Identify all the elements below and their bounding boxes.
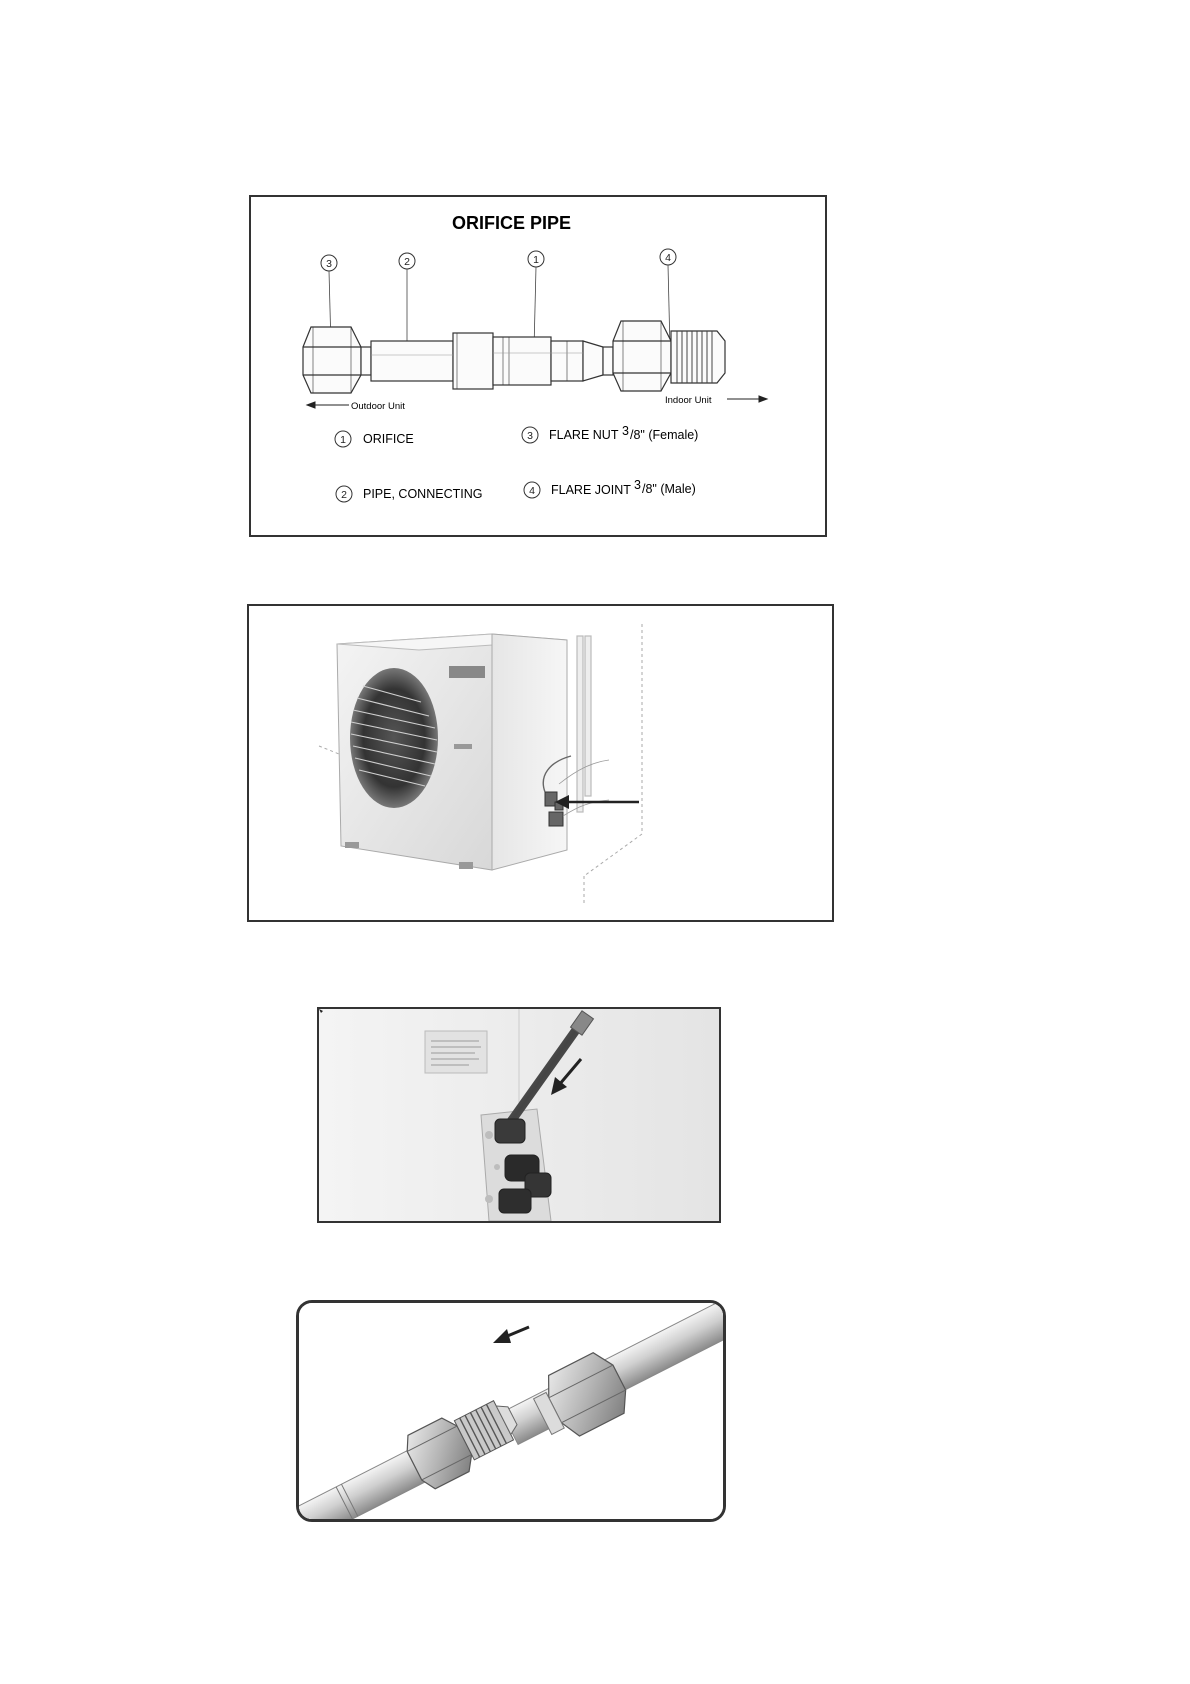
pipe-assembly [303, 321, 725, 393]
orifice-pipe-diagram [251, 197, 825, 535]
legend-flare-nut: FLARE NUT [549, 428, 619, 442]
indoor-unit-label: Indoor Unit [665, 395, 712, 406]
legend-orifice: ORIFICE [363, 432, 414, 446]
legend-flare-nut-size-num: 3 [622, 424, 629, 438]
outdoor-unit-label: Outdoor Unit [351, 401, 405, 412]
callout-1: 1 [533, 254, 539, 266]
service-valve-figure [317, 1007, 721, 1223]
legend-flare-joint: FLARE JOINT [551, 483, 631, 497]
outdoor-unit-illustration [249, 606, 832, 920]
legend-pipe-connecting: PIPE, CONNECTING [363, 487, 483, 501]
service-valve-illustration [319, 1009, 719, 1221]
pointer-arrow-icon [555, 795, 639, 809]
legend-num-2: 2 [341, 489, 347, 501]
figure-title: ORIFICE PIPE [452, 213, 572, 233]
legend-num-1: 1 [340, 434, 346, 446]
legend-num-4: 4 [529, 485, 535, 497]
legend-flare-nut-size: /8" (Female) [630, 428, 699, 442]
callout-3: 3 [326, 258, 332, 270]
flare-connection-illustration [299, 1303, 723, 1519]
outdoor-unit-figure [247, 604, 834, 922]
callout-2: 2 [404, 256, 410, 268]
callout-4: 4 [665, 252, 671, 264]
legend-flare-joint-size-num: 3 [634, 478, 641, 492]
flare-connection-figure [296, 1300, 726, 1522]
orifice-pipe-figure [249, 195, 827, 537]
legend-flare-joint-size: /8" (Male) [642, 482, 696, 496]
legend-num-3: 3 [527, 430, 533, 442]
